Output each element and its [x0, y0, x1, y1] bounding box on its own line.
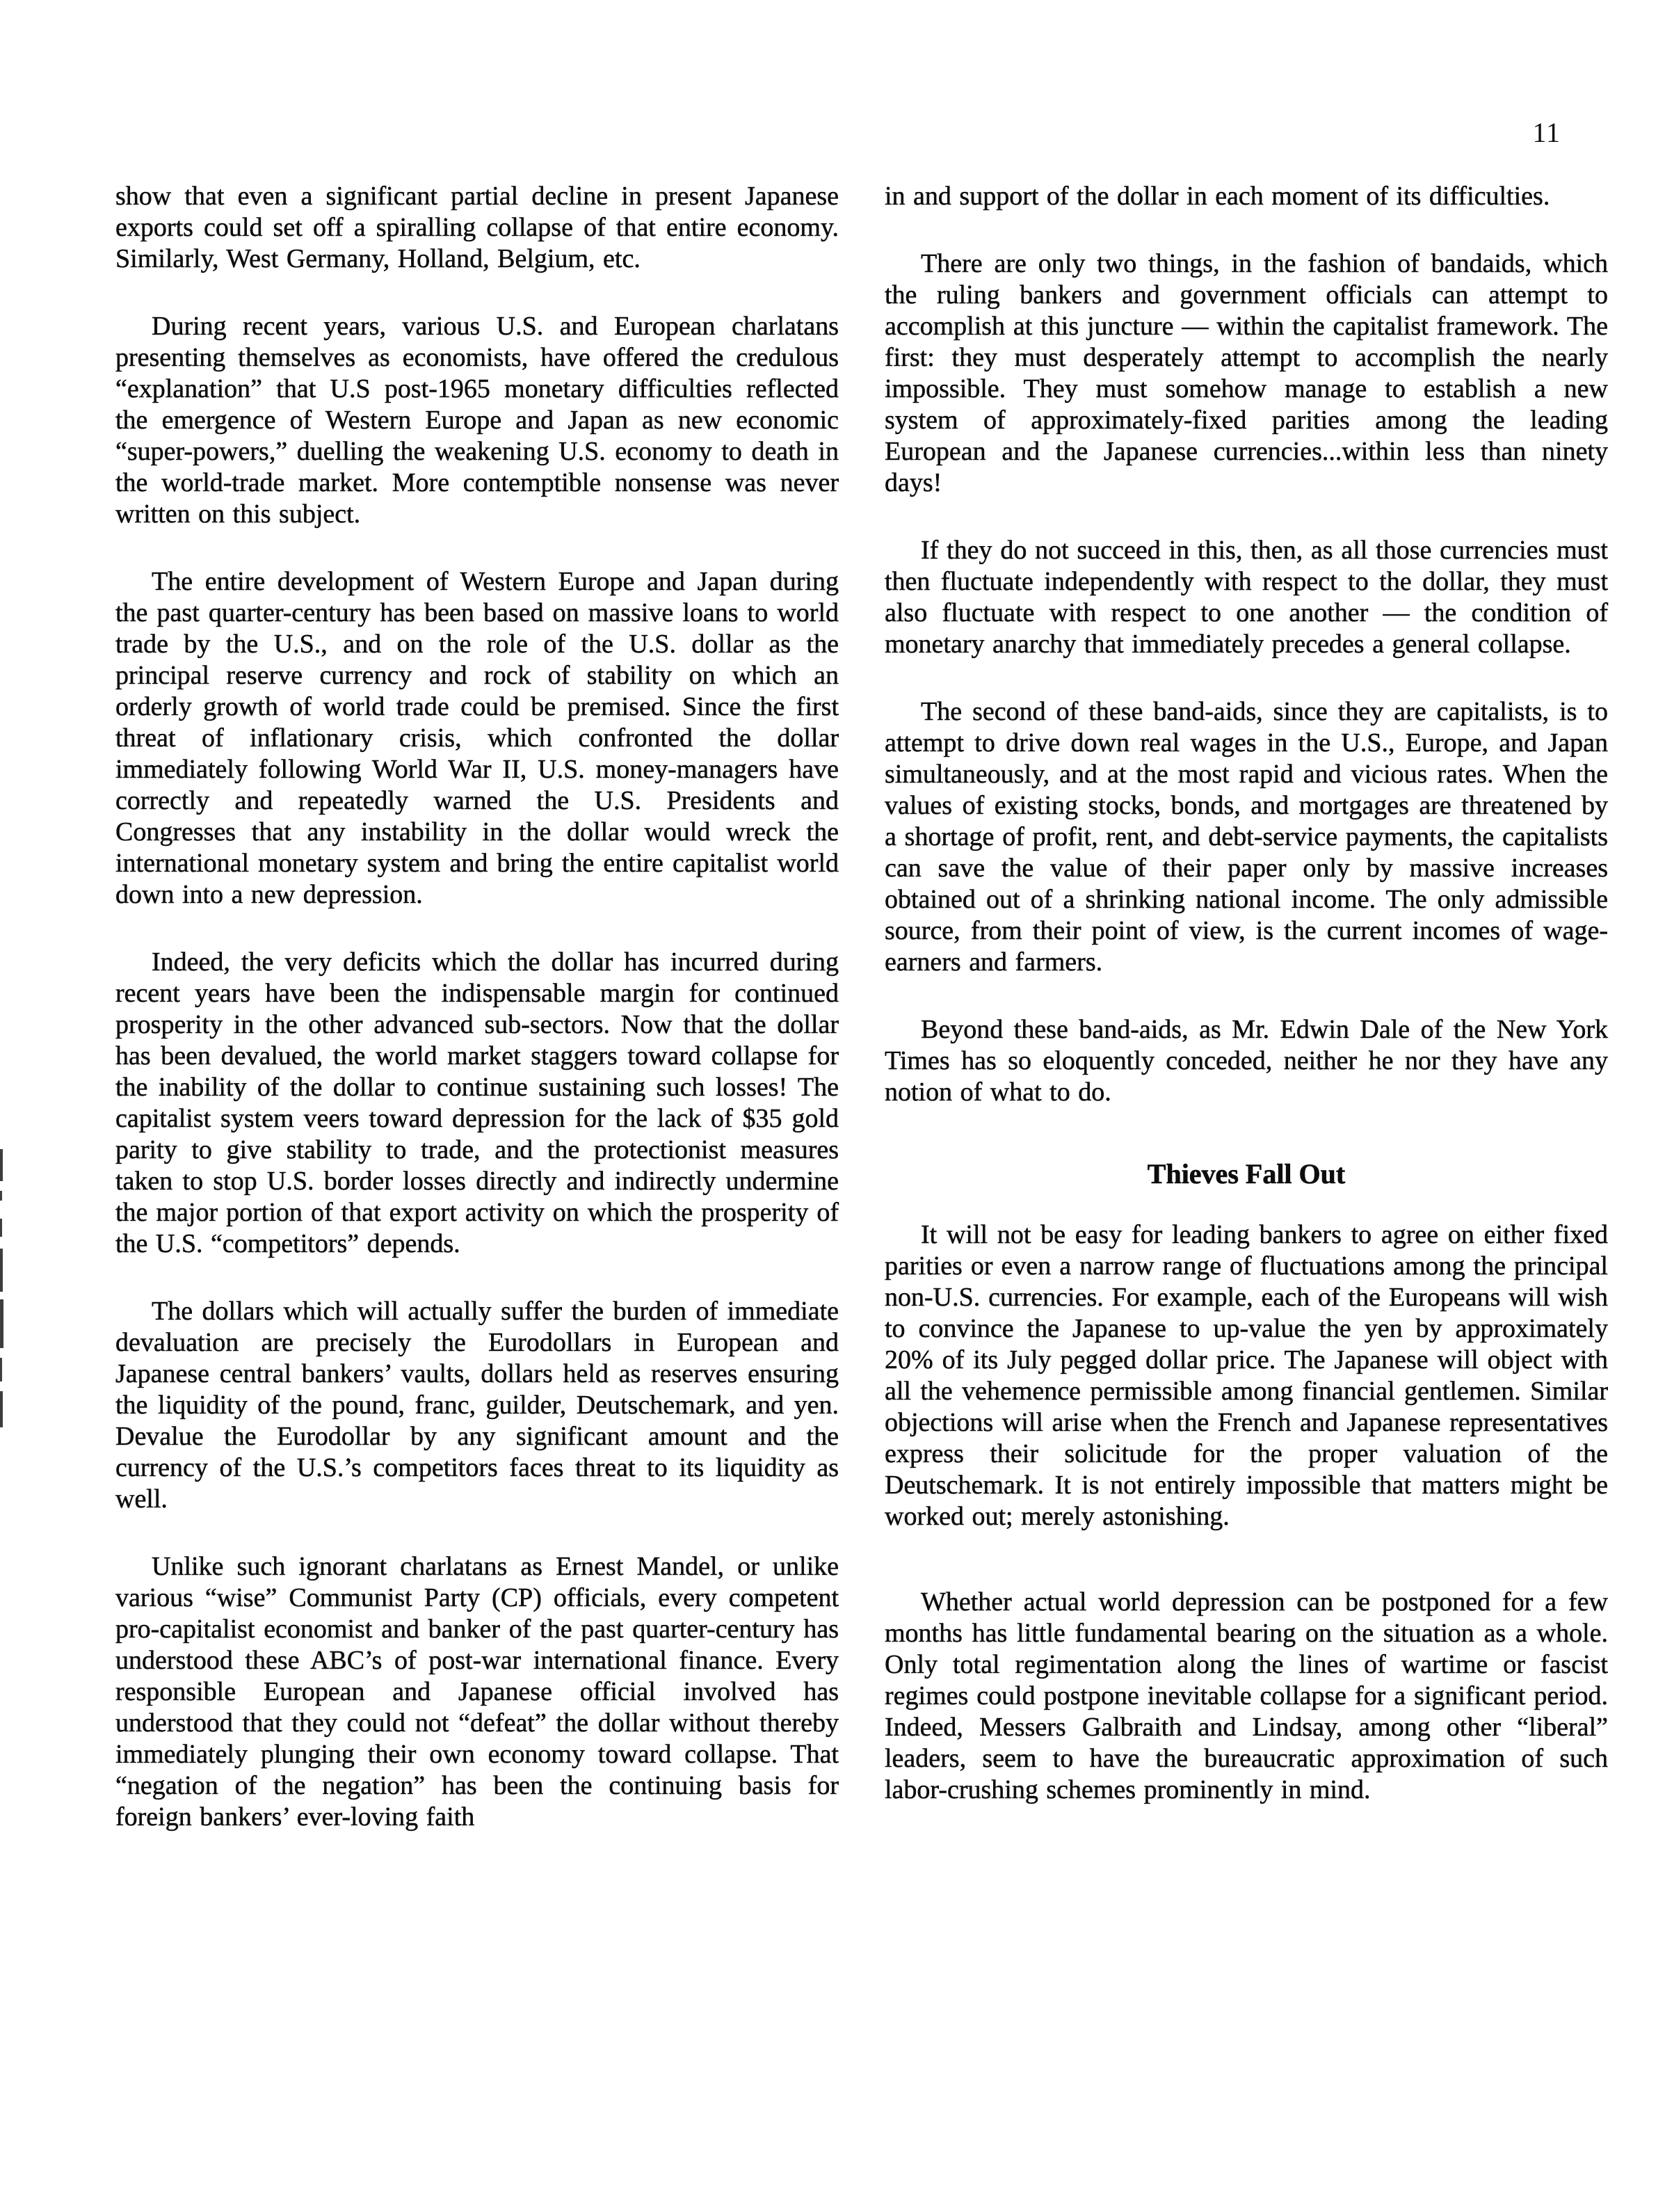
- paragraph: in and support of the dollar in each moment of its difficulties.: [885, 182, 1550, 211]
- right-column-top-section: [885, 181, 1608, 1108]
- right-column: [885, 181, 1608, 1833]
- paragraph: Indeed, the very deficits which the dollar has incurred during recent years have been the indispensable margin for continued prosperity in the other advanced sub-sectors. Now that the dollar has been devalued, the world market staggers toward collapse for the inability of the dollar to continue sustaining such losses! The capitalist system veers toward depression for the lack of $35 gold parity to give stability to trade, and the protectionist measures taken to stop U.S. border losses directly and indirectly undermine the major portion of that export activity on which the prosperity of the U.S. “competitors” depends.: [115, 947, 839, 1258]
- scan-artifact: [0, 1219, 2, 1237]
- two-column-layout: [115, 181, 1608, 1833]
- paragraph: If they do not succeed in this, then, as all those currencies must then fluctuate independently with respect to the dollar, they must also fluctuate with respect to one another — the condition of monetary anarchy that immediately precedes a general collapse.: [885, 536, 1608, 659]
- paragraph: Unlike such ignorant charlatans as Ernest Mandel, or unlike various “wise” Communist Party (CP) officials, every competent pro-capitalist economist and banker of the past quarter-century has understood these ABC’s of post-war international finance. Every responsible European and Japanese official involved has understood that they could not “defeat” the dollar without thereby immediately plunging their own economy toward collapse. That “negation of the negation” has been the continuing basis for foreign bankers’ ever-loving faith: [115, 1552, 839, 1832]
- paragraph: The entire development of Western Europe and Japan during the past quarter-century has been based on massive loans to world trade by the U.S., and on the role of the U.S. dollar as the principal reserve currency and rock of stability on which an orderly growth of world trade could be premised. Since the first threat of inflationary crisis, which confronted the dollar immediately following World War II, U.S. money-managers have correctly and repeatedly warned the U.S. Presidents and Congresses that any instability in the dollar would wreck the international monetary system and bring the entire capitalist world down into a new depression.: [115, 567, 839, 909]
- paragraph: There are only two things, in the fashion of bandaids, which the ruling bankers and government officials can attempt to accomplish at this juncture — within the capitalist framework. The first: they must desperately attempt to accomplish the nearly impossible. They must somehow manage to establish a new system of approximately-fixed parities among the leading European and the Japanese currencies...within less than ninety days!: [885, 249, 1608, 497]
- paragraph: During recent years, various U.S. and European charlatans presenting themselves as economists, have offered the credulous “explanation” that U.S post-1965 monetary difficulties reflected the emergence of Western Europe and Japan as new economic “super-powers,” duelling the weakening U.S. economy to death in the world-trade market. More contemptible nonsense was never written on this subject.: [115, 312, 839, 529]
- paragraph: The dollars which will actually suffer the burden of immediate devaluation are precisely the Eurodollars in European and Japanese central bankers’ vaults, dollars held as reserves ensuring the liquidity of the pound, franc, guilder, Deutschemark, and yen. Devalue the Eurodollar by any significant amount and the currency of the U.S.’s competitors faces threat to its liquidity as well.: [115, 1297, 839, 1514]
- scan-artifact: [0, 1358, 2, 1381]
- scan-artifact: [0, 1149, 3, 1181]
- scan-artifact: [0, 1391, 3, 1427]
- section-heading: Thieves Fall Out: [1147, 1158, 1346, 1189]
- scan-artifact: [0, 1191, 2, 1201]
- paragraph: Whether actual world depression can be postponed for a few months has little fundamental bearing on the situation as a whole. Only total regimentation along the lines of wartime or fascist regimes could postpone inevitable collapse for a significant period. Indeed, Messers Galbraith and Lindsay, among other “liberal” leaders, seem to have the bureaucratic approximation of such labor-crushing schemes prominently in mind.: [885, 1587, 1608, 1804]
- right-column-bottom-section: [885, 1219, 1608, 1806]
- paragraph: The second of these band-aids, since they are capitalists, is to attempt to drive down real wages in the U.S., Europe, and Japan simultaneously, and at the most rapid and vicious rates. When the values of existing stocks, bonds, and mortgages are threatened by a shortage of profit, rent, and debt-service payments, the capitalists can save the value of their paper only by massive increases obtained out of a shrinking national income. The only admissible source, from their point of view, is the current incomes of wage-earners and farmers.: [885, 697, 1608, 977]
- paragraph: show that even a significant partial decline in present Japanese exports could set off a spiralling collapse of that entire economy. Similarly, West Germany, Holland, Belgium, etc.: [115, 182, 839, 273]
- paragraph: Beyond these band-aids, as Mr. Edwin Dale of the New York Times has so eloquently conceded, neither he nor they have any notion of what to do.: [885, 1015, 1608, 1107]
- paragraph: It will not be easy for leading bankers to agree on either fixed parities or even a narrow range of fluctuations among the principal non-U.S. currencies. For example, each of the Europeans will wish to convince the Japanese to up-value the yen by approximately 20% of its July pegged dollar price. The Japanese will object with all the vehemence permissible among financial gentlemen. Similar objections will arise when the French and Japanese representatives express their solicitude for the proper valuation of the Deutschemark. It is not entirely impossible that matters might be worked out; merely astonishing.: [885, 1220, 1608, 1531]
- scan-artifact: [0, 1249, 3, 1292]
- page-number: 11: [1532, 117, 1561, 148]
- scan-artifact: [0, 1299, 3, 1348]
- left-column: [115, 181, 839, 1833]
